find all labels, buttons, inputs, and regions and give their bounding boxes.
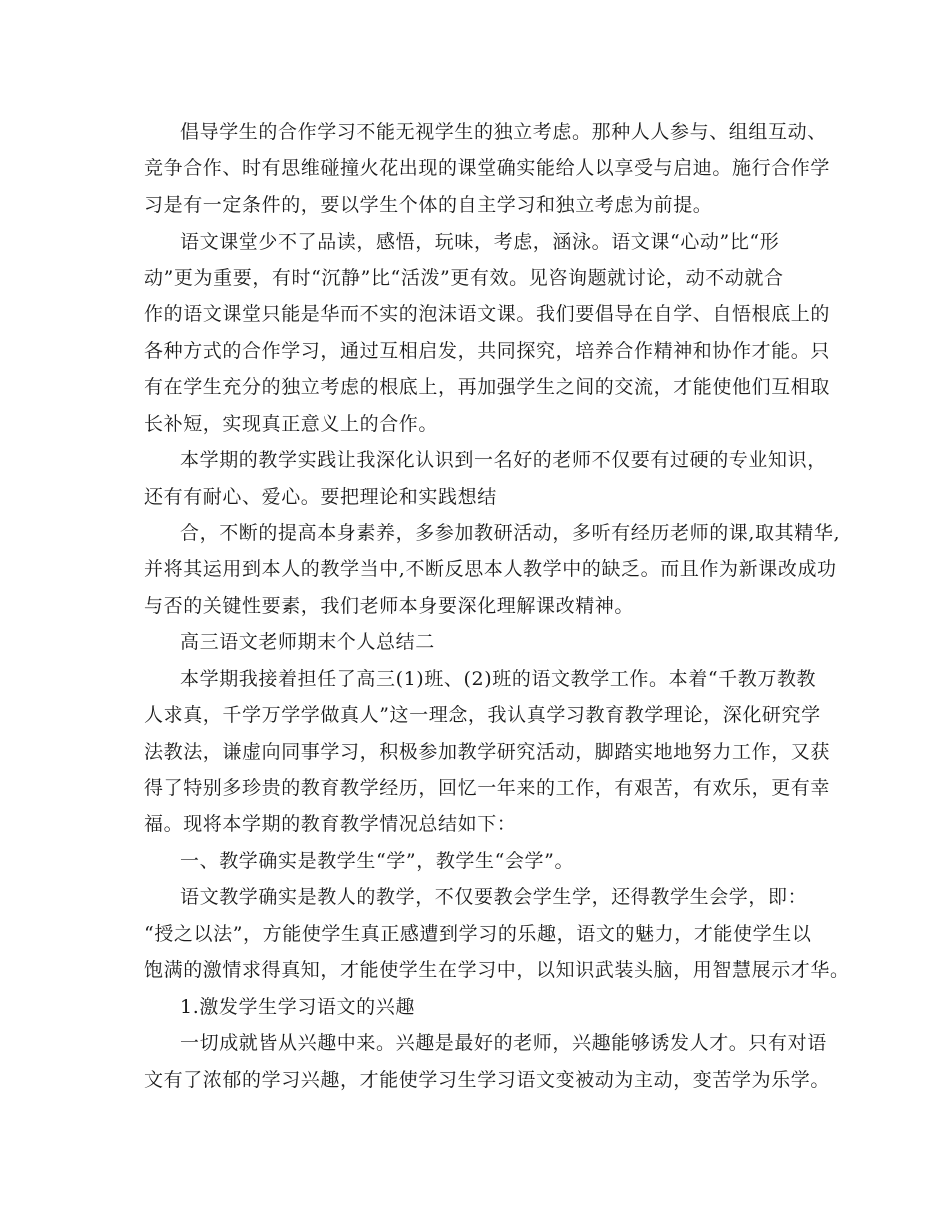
text-line: 还有有耐心、爱心。要把理论和实践想结	[144, 486, 497, 508]
section-heading: 1.激发学生学习语文的兴趣	[180, 996, 415, 1018]
text-line: 作的语文课堂只能是华而不实的泡沫语文课。我们要倡导在自学、自悟根底上的	[144, 303, 831, 325]
text-line: 文有了浓郁的学习兴趣，才能使学习生学习语文变被动为主动，变苦学为乐学。	[144, 1069, 831, 1091]
text-line: 各种方式的合作学习，通过互相启发，共同探究，培养合作精神和协作才能。只	[144, 340, 831, 362]
text-line: 本学期的教学实践让我深化认识到一名好的老师不仅要有过硬的专业知识，	[180, 449, 827, 471]
text-line: 饱满的激情求得真知，才能使学生在学习中，以知识武装头脑，用智慧展示才华。	[144, 959, 850, 981]
text-line: 竞争合作、时有思维碰撞火花出现的课堂确实能给人以享受与启迪。施行合作学	[144, 157, 831, 179]
text-line: “授之以法”，方能使学生真正感遭到学习的乐趣，语文的魅力，才能使学生以	[144, 923, 812, 945]
text-line: 语文教学确实是教人的教学，不仅要教会学生学，还得教学生会学，即：	[180, 886, 808, 908]
section-heading: 高三语文老师期末个人总结二	[180, 631, 435, 653]
text-line: 长补短，实现真正意义上的合作。	[144, 413, 439, 435]
text-line: 动”更为重要，有时“沉静”比“活泼”更有效。见咨询题就讨论，动不动就合	[144, 267, 784, 289]
text-line: 得了特别多珍贵的教育教学经历，回忆一年来的工作，有艰苦，有欢乐，更有幸	[144, 777, 831, 799]
text-line: 语文课堂少不了品读，感悟，玩味，考虑，涵泳。语文课“心动”比“形	[180, 231, 780, 253]
text-line: 倡导学生的合作学习不能无视学生的独立考虑。那种人人参与、组组互动、	[180, 121, 827, 143]
text-line: 与否的关键性要素，我们老师本身要深化理解课改精神。	[144, 595, 635, 617]
section-heading: 一、教学确实是教学生“学”，教学生“会学”。	[180, 850, 575, 872]
text-line: 一切成就皆从兴趣中来。兴趣是最好的老师，兴趣能够诱发人才。只有对语	[180, 1032, 827, 1054]
text-line: 并将其运用到本人的教学当中,不断反思本人教学中的缺乏。而且作为新课改成功	[144, 558, 837, 580]
text-line: 本学期我接着担任了高三(1)班、(2)班的语文教学工作。本着“千教万教教	[180, 668, 817, 690]
text-line: 福。现将本学期的教育教学情况总结如下：	[144, 813, 517, 835]
text-line: 法教法，谦虚向同事学习，积极参加教学研究活动，脚踏实地地努力工作，又获	[144, 741, 831, 763]
text-line: 有在学生充分的独立考虑的根底上，再加强学生之间的交流，才能使他们互相取	[144, 376, 831, 398]
text-line: 习是有一定条件的，要以学生个体的自主学习和独立考虑为前提。	[144, 194, 713, 216]
text-line: 人求真，千学万学学做真人”这一理念，我认真学习教育教学理论，深化研究学	[144, 704, 821, 726]
text-line: 合，不断的提高本身素养，多参加教研活动，多听有经历老师的课,取其精华,	[180, 522, 841, 544]
